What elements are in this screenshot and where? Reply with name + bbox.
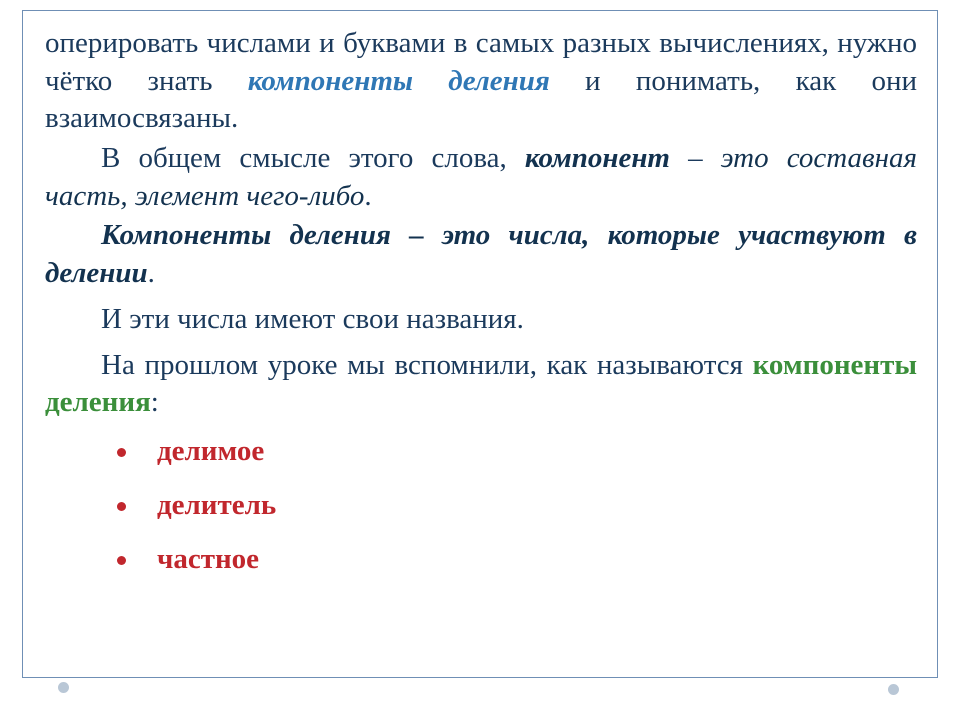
paragraph-4 <box>45 301 917 339</box>
list-item-label: делимое <box>157 434 265 467</box>
paragraph-2-run-5: . <box>364 179 372 212</box>
list-item-label: частное <box>157 542 260 575</box>
paragraph-5-run-1: На прошлом уроке мы вспомнили, как называются <box>101 348 753 381</box>
bullet-dot-icon <box>117 502 126 511</box>
paragraph-2-run-2-term: компонент <box>524 142 670 175</box>
paragraph-4-run-1: И эти числа имеют свои названия. <box>101 302 524 335</box>
bullet-dot-icon <box>117 448 126 457</box>
list-item <box>45 490 917 522</box>
decorative-dot-left-icon <box>58 682 69 693</box>
paragraph-2-run-1: В общем смысле этого слова, <box>101 142 525 175</box>
paragraph-1 <box>45 25 917 138</box>
list-item <box>45 544 917 576</box>
paragraph-3-run-2: . <box>147 257 155 290</box>
paragraph-2-run-4-definition: это составная часть, элемент чего-либо <box>45 142 917 212</box>
paragraph-5-run-2-highlight: компоненты деления <box>45 348 917 419</box>
list-item-label: делитель <box>157 488 277 521</box>
paragraph-1-run-1: оперировать числами и буквами в самых разных вычислениях, нужно чётко знать <box>45 27 917 97</box>
components-list <box>45 436 917 576</box>
paragraph-2-run-3: – <box>670 142 721 175</box>
decorative-dot-right-icon <box>888 684 899 695</box>
paragraph-3-run-1-definition: Компоненты деления – это числа, которые участвуют в делении <box>45 219 917 290</box>
paragraph-3 <box>45 217 917 292</box>
bullet-dot-icon <box>117 556 126 565</box>
slide-text-body <box>31 25 931 598</box>
paragraph-1-run-3: и понимать, как они взаимосвязаны. <box>45 64 917 135</box>
paragraph-5 <box>45 347 917 422</box>
paragraph-2 <box>45 140 917 215</box>
paragraph-1-run-2-highlight: компоненты деления <box>247 64 550 97</box>
content-frame <box>22 10 938 678</box>
paragraph-5-run-3: : <box>150 386 159 419</box>
list-item <box>45 436 917 468</box>
